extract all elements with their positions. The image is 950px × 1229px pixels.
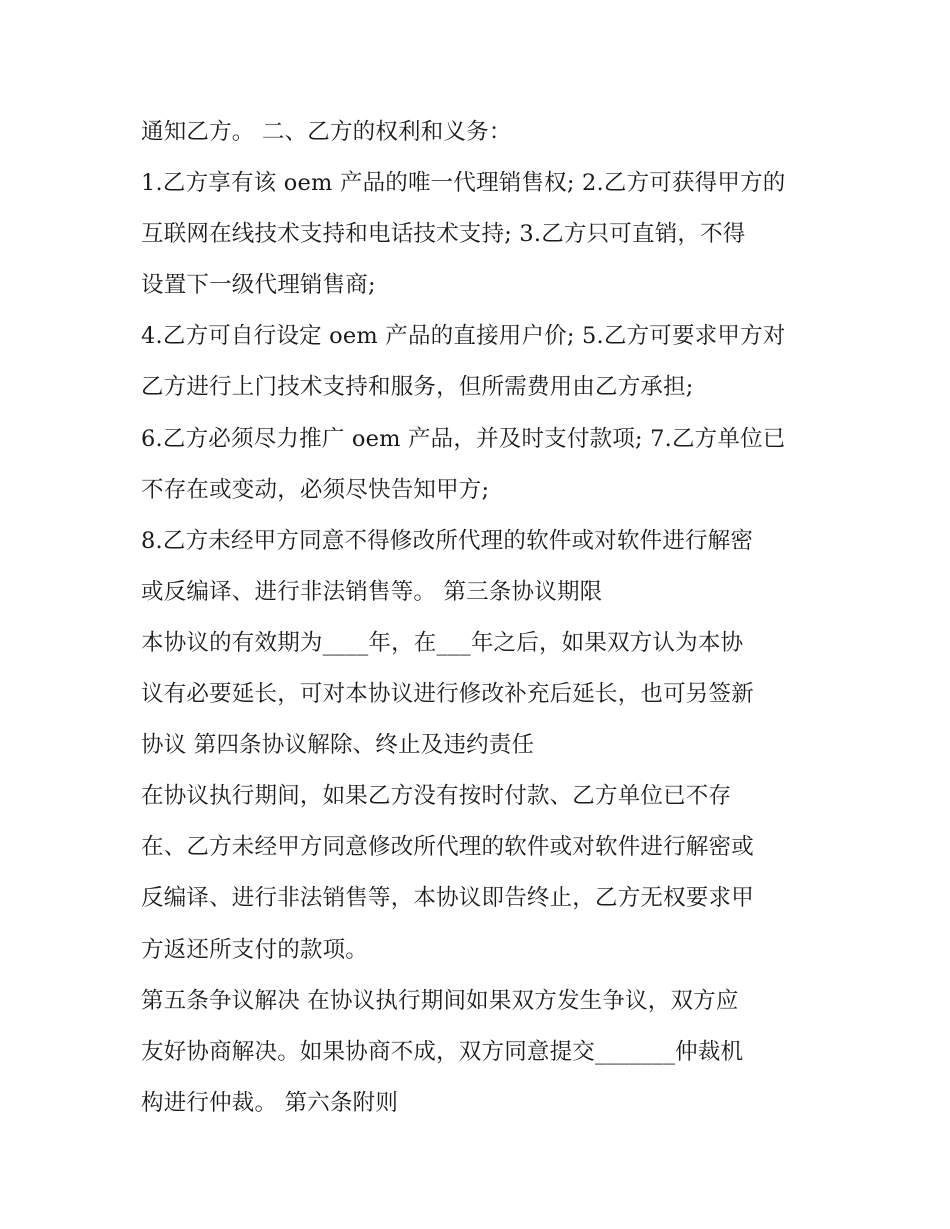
text-line: 协议 第四条协议解除、终止及违约责任 (141, 732, 535, 759)
text-line: 在协议执行期间，如果乙方没有按时付款、乙方单位已不存 (141, 783, 732, 810)
text-line: 1.乙方享有该 oem 产品的唯一代理销售权; 2.乙方可获得甲方的 (141, 170, 786, 197)
text-line: 议有必要延长，可对本协议进行修改补充后延长，也可另签新 (141, 681, 754, 708)
text-line: 互联网在线技术支持和电话技术支持; 3.乙方只可直销，不得 (141, 221, 746, 248)
text-line: 4.乙方可自行设定 oem 产品的直接用户价; 5.乙方可要求甲方对 (141, 323, 786, 350)
text-line: 友好协商解决。如果协商不成，双方同意提交_______仲裁机 (141, 1038, 744, 1065)
text-line: 不存在或变动，必须尽快告知甲方; (141, 476, 490, 503)
text-line: 通知乙方。 二、乙方的权利和义务： (141, 119, 512, 145)
text-line: 在、乙方未经甲方同意修改所代理的软件或对软件进行解密或 (141, 834, 754, 861)
text-line: 乙方进行上门技术支持和服务，但所需费用由乙方承担; (141, 374, 694, 401)
text-line: 或反编译、进行非法销售等。 第三条协议期限 (141, 578, 603, 605)
text-line: 第五条争议解决 在协议执行期间如果双方发生争议，双方应 (141, 987, 739, 1014)
text-line: 6.乙方必须尽力推广 oem 产品，并及时支付款项; 7.乙方单位已 (141, 425, 786, 452)
text-line: 设置下一级代理销售商; (141, 272, 376, 299)
text-line: 本协议的有效期为____年，在___年之后，如果双方认为本协 (141, 629, 744, 656)
text-line: 8.乙方未经甲方同意不得修改所代理的软件或对软件进行解密 (141, 527, 754, 554)
text-line: 反编译、进行非法销售等，本协议即告终止，乙方无权要求甲 (141, 885, 754, 912)
text-line: 构进行仲裁。 第六条附则 (141, 1089, 399, 1116)
text-line: 方返还所支付的款项。 (141, 936, 369, 963)
document-body (141, 107, 821, 1129)
